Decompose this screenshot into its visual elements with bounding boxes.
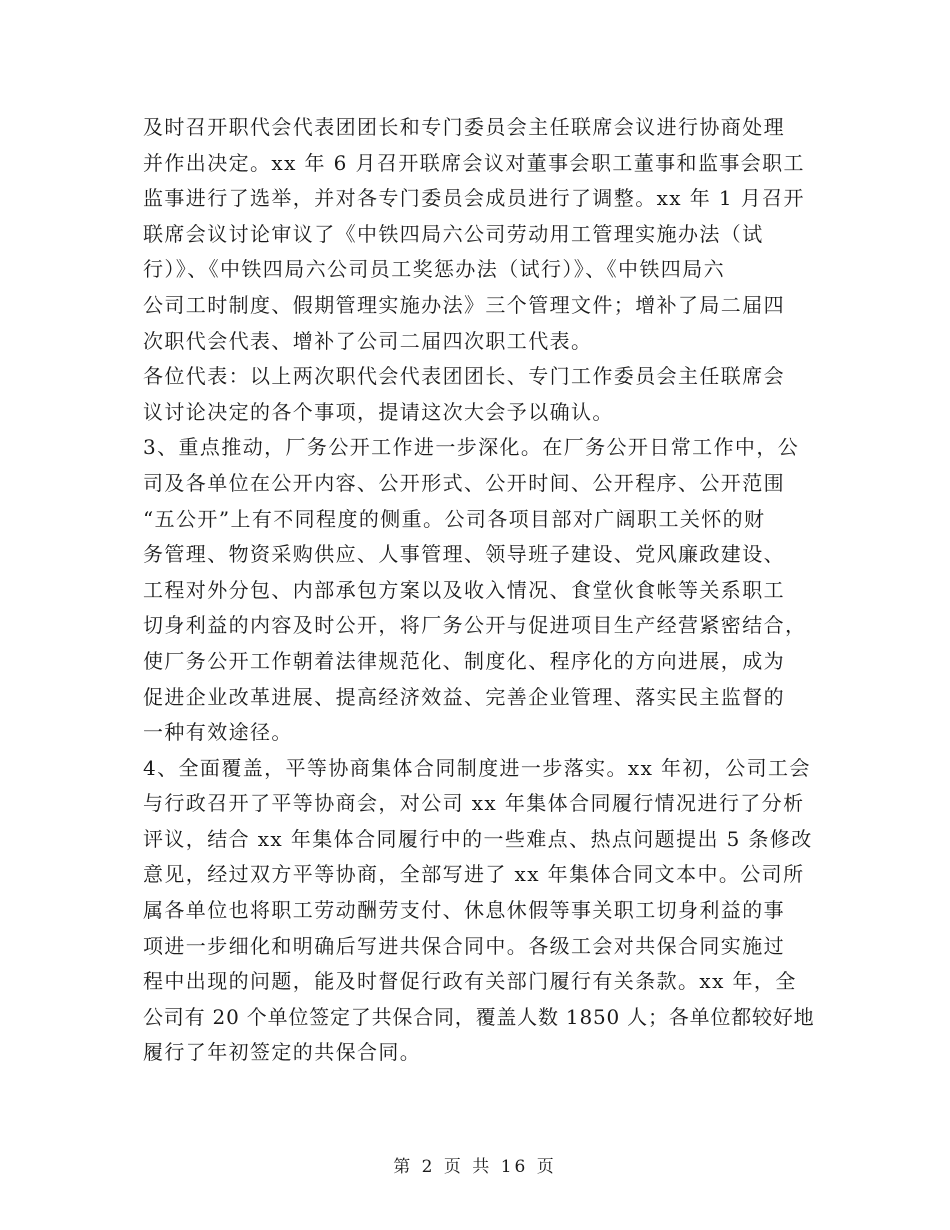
text-line: 评议，结合 xx 年集体合同履行中的一些难点、热点问题提出 5 条修改 — [143, 826, 813, 851]
text-line: 与行政召开了平等协商会，对公司 xx 年集体合同履行情况进行了分析 — [143, 791, 805, 816]
text-line: 意见，经过双方平等协商，全部写进了 xx 年集体合同文本中。公司所 — [143, 862, 805, 887]
page-number-footer: 第 2 页 共 16 页 — [393, 1157, 557, 1177]
text-line: 使厂务公开工作朝着法律规范化、制度化、程序化的方向进展，成为 — [143, 648, 785, 673]
text-line: 4、全面覆盖，平等协商集体合同制度进一步落实。xx 年初，公司工会 — [143, 755, 811, 780]
document-body — [143, 110, 815, 1071]
text-line: 及时召开职代会代表团团长和专门委员会主任联席会议进行协商处理 — [143, 115, 785, 139]
text-line: 联席会议讨论审议了《中铁四局六公司劳动用工管理实施办法（试 — [143, 221, 764, 246]
text-line: 公司有 20 个单位签定了共保合同，覆盖人数 1850 人；各单位都较好地 — [143, 1004, 815, 1029]
text-line: 履行了年初签定的共保合同。 — [143, 1040, 422, 1065]
text-line: 3、重点推动，厂务公开工作进一步深化。在厂务公开日常工作中，公 — [143, 435, 800, 460]
text-line: 司及各单位在公开内容、公开形式、公开时间、公开程序、公开范围 — [143, 470, 785, 495]
text-line: 公司工时制度、假期管理实施办法》三个管理文件；增补了局二届四 — [143, 292, 785, 317]
text-line: 次职代会代表、增补了公司二届四次职工代表。 — [143, 328, 593, 353]
text-line: 并作出决定。xx 年 6 月召开联席会议对董事会职工董事和监事会职工 — [143, 150, 805, 175]
text-line: 促进企业改革进展、提高经济效益、完善企业管理、落实民主监督的 — [143, 684, 785, 709]
text-line: “五公开”上有不同程度的侧重。公司各项目部对广阔职工关怀的财 — [143, 506, 766, 531]
text-line: 议讨论决定的各个事项，提请这次大会予以确认。 — [143, 399, 614, 424]
text-line: 项进一步细化和明确后写进共保合同中。各级工会对共保合同实施过 — [143, 933, 785, 958]
text-line: 各位代表：以上两次职代会代表团团长、专门工作委员会主任联席会 — [143, 364, 785, 389]
text-line: 属各单位也将职工劳动酬劳支付、休息休假等事关职工切身利益的事 — [143, 898, 785, 923]
text-line: 行）》、《中铁四局六公司员工奖惩办法（试行）》、《中铁四局六 — [143, 257, 725, 282]
text-line: 工程对外分包、内部承包方案以及收入情况、食堂伙食帐等关系职工 — [143, 577, 785, 602]
text-line: 切身利益的内容及时公开，将厂务公开与促进项目生产经营紧密结合， — [143, 613, 807, 638]
text-line: 一种有效途径。 — [143, 720, 293, 745]
text-line: 监事进行了选举，并对各专门委员会成员进行了调整。xx 年 1 月召开 — [143, 186, 805, 211]
text-line: 程中出现的问题，能及时督促行政有关部门履行有关条款。xx 年，全 — [143, 969, 797, 994]
text-line: 务管理、物资采购供应、人事管理、领导班子建设、党风廉政建设、 — [143, 542, 785, 567]
